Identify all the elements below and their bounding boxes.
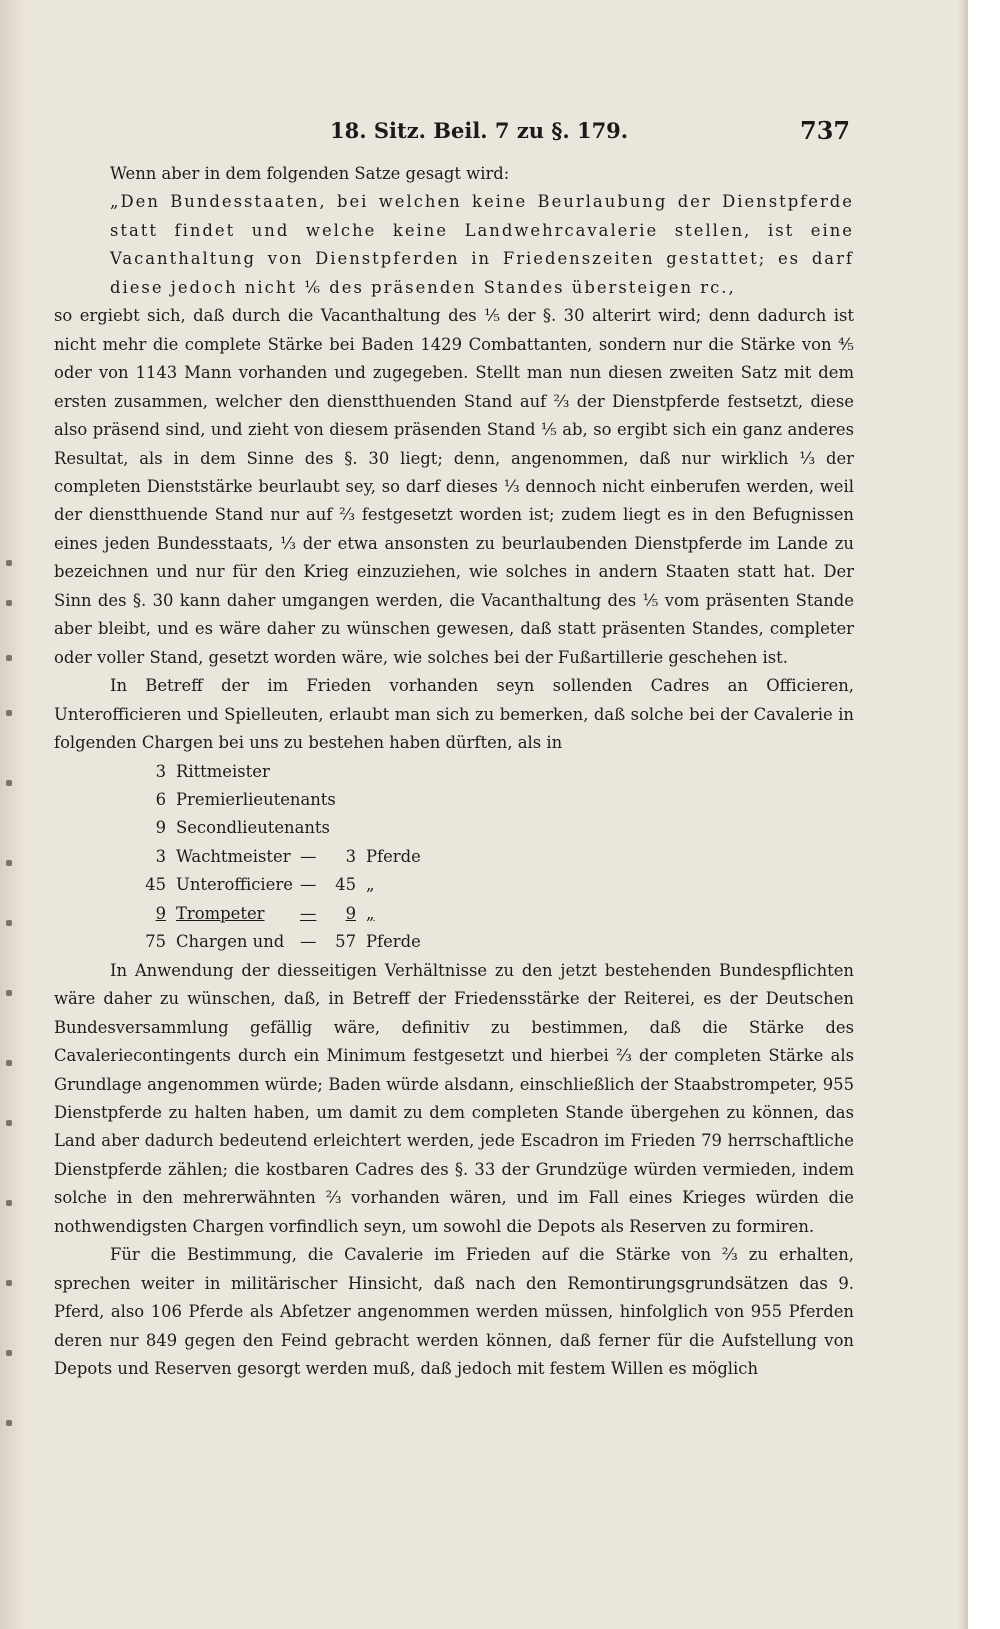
horse-count: 9 [345, 903, 356, 923]
horse-count: 3 [345, 846, 356, 866]
body-text [54, 160, 854, 1383]
paragraph-determination: Für die Bestimmung, die Cavalerie im Frieden auf die Stärke von ⅔ zu erhalten, sprechen weiter in militärischer Hinsicht, daß nach den Remontirungsgrundsätzen das 9. Pferd, also 106 Pferde als Abſetzer angenommen werden müssen, hinfolglich von 955 Pferden deren nur 849 gegen den Feind gebracht werden können, daß ferner für die Aufstellung von Depots und Reserven gesorgt werden muß, daß jedoch mit festem Willen es möglich [54, 1245, 854, 1379]
count: 6 [155, 789, 166, 809]
list-item [132, 843, 854, 871]
charges-list [132, 758, 854, 957]
paragraph-application: In Anwendung der diesseitigen Verhältnisse zu den jetzt bestehenden Bundespflichten wäre daher zu wünschen, daß, in Betreff der Friedensstärke der Reiterei, es der Deutschen Bundesversammlung gefällig wäre, definitiv zu bestimmen, daß die Stärke des Cavaleriecontingents durch ein Minimum festgesetzt und hierbei ⅔ der completen Stärke als Grundlage angenommen würde; Baden würde alsdann, einschließlich der Staabstrompeter, 955 Dienstpferde zu halten haben, um damit zu dem completen Stande übergehen zu können, das Land aber dadurch bedeutend erleichtert werden, jede Escadron im Frieden 79 herrschaftliche Dienstpferde zählen; die kostbaren Cadres des §. 33 der Grundzüge würden vermieden, indem solche in den mehrerwähnten ⅔ vorhanden wären, und im Fall eines Krieges würden die nothwendigsten Chargen vorfindlich seyn, um sowohl die Depots als Reserven zu formiren. [54, 960, 854, 1236]
list-item [132, 758, 854, 786]
count: 3 [155, 761, 166, 781]
list-item [132, 814, 854, 842]
count: 45 [145, 875, 166, 895]
margin-specks [0, 560, 22, 1460]
total-count: 75 [145, 932, 166, 952]
rank-label: Wachtmeister [176, 846, 291, 866]
page-edge-shadow [958, 0, 968, 1629]
rank-label: Secondlieutenants [176, 818, 330, 838]
list-item [132, 900, 854, 928]
page-number: 737 [800, 116, 851, 145]
paragraph-intro: Wenn aber in dem folgenden Satze gesagt wird: [110, 164, 510, 183]
list-total [132, 928, 854, 956]
total-horse-count: 57 [335, 932, 356, 952]
rank-label: Unterofficiere [176, 875, 293, 895]
list-item [132, 871, 854, 899]
quoted-passage: „Den Bundesstaaten, bei welchen keine Beurlaubung der Dienstpferde statt findet und welche keine Landwehrcavalerie stellen, ist eine Vacanthaltung von Dienstpferden in Friedenszeiten gestattet; es darf diese jedoch nicht ⅙ des präsenden Standes übersteigen rc., [110, 192, 854, 297]
dash: — [300, 932, 317, 952]
unit: Pferde [366, 846, 421, 866]
paragraph-cadres: In Betreff der im Frieden vorhanden seyn sollenden Cadres an Officieren, Unterofficieren und Spielleuten, erlaubt man sich zu bemerken, daß solche bei der Cavalerie in folgenden Chargen bei uns zu bestehen haben dürften, als in [54, 676, 854, 753]
count: 9 [155, 903, 166, 923]
list-item [132, 786, 854, 814]
horse-count: 45 [335, 875, 356, 895]
paragraph-analysis: so ergiebt sich, daß durch die Vacanthaltung des ⅕ der §. 30 alterirt wird; denn dadurch ist nicht mehr die complete Stärke bei Baden 1429 Combattanten, sondern nur die Stärke von ⁴⁄₅ oder von 1143 Mann vorhanden und zugegeben. Stellt man nun diesen zweiten Satz mit dem ersten zusammen, welcher den dienstthuenden Stand auf ⅔ der Dienstpferde festsetzt, diese also präsend sind, und zieht von diesem präsenden Stand ⅕ ab, so ergibt sich ein ganz anderes Resultat, als in dem Sinne des §. 30 liegt; denn, angenommen, daß nur wirklich ⅓ der completen Dienststärke beurlaubt sey, so darf dieses ⅓ dennoch nicht einberufen werden, weil der dienstthuende Stand nur auf ⅔ festgesetzt worden ist; zudem liegt es in den Befugnissen eines jeden Bundesstaats, ⅓ der etwa ansonsten zu beurlaubenden Dienstpferde im Lande zu bezeichnen und nur für den Krieg einzuziehen, wie solches in andern Staaten statt hat. Der Sinn des §. 30 kann daher umgangen werden, die Vacanthaltung des ⅕ vom präsenten Stande aber bleibt, und es wäre daher zu wünschen gewesen, daß statt präsenten Standes, completer oder voller Stand, gesetzt worden wäre, wie solches bei der Fußartillerie geschehen ist. [54, 306, 854, 667]
dash: — [300, 903, 317, 923]
unit: „ [366, 903, 375, 923]
rank-label: Premierlieutenants [176, 789, 336, 809]
rank-label: Trompeter [176, 903, 265, 923]
unit: „ [366, 875, 375, 895]
running-head: 18. Sitz. Beil. 7 zu §. 179. [330, 118, 629, 143]
dash: — [300, 846, 317, 866]
dash: — [300, 875, 317, 895]
rank-label: Rittmeister [176, 761, 270, 781]
count: 9 [155, 818, 166, 838]
count: 3 [155, 846, 166, 866]
unit: Pferde [366, 932, 421, 952]
total-label: Chargen und [176, 932, 285, 952]
